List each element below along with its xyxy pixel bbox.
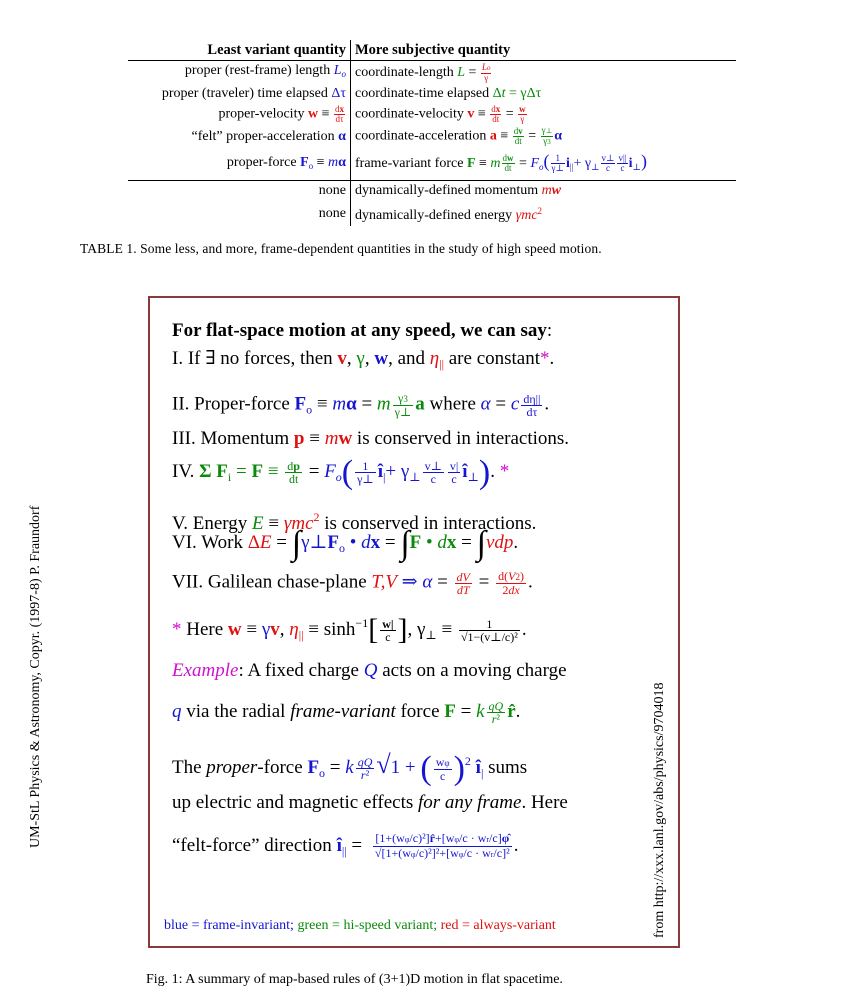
- row-right-label: coordinate-acceleration: [355, 128, 487, 144]
- footnote-definitions: * Here w ≡ γv, $\eta_{||} \equiv \sinh^{-1}$[ $\frac{w|}{c}$ ], $\gamma_\perp$ ≡ $\frac{1}{\text{√1−(v⊥/c)²}}$ .: [172, 613, 527, 646]
- table-row: “felt” proper-acceleration α coordinate-acceleration a ≡ $\frac{dv}{dt}$ = $\frac{\gamma\perp}{\gamma 3}$ α: [128, 125, 736, 148]
- table-row: proper-force $F_o \equiv m\alpha$ frame-variant force F ≡ m $\frac{dw}{dt}$ = $F_o$( $\frac{1}{\gamma\perp}$ $i_{||}+ \gamma_\perp$ $\frac{v\perp}{c}$ $\frac{v||}{c}$ $i_\perp$): [128, 148, 736, 181]
- row-right-label: coordinate-length: [355, 64, 454, 80]
- header-left: Least variant quantity: [128, 40, 351, 61]
- row-right-label: coordinate-velocity: [355, 106, 464, 122]
- copyright-sidebar: UM-StL Physics & Astronomy, Copyr. (1997-8) P. Fraundorf: [28, 505, 43, 848]
- example-line-1: Example: A fixed charge Q acts on a moving charge: [172, 660, 567, 681]
- rule-3: III. Momentum p ≡ mw is conserved in interactions.: [172, 428, 570, 449]
- legend-blue: blue = frame-invariant;: [164, 918, 294, 933]
- summary-figure: [148, 296, 680, 948]
- row-left-label: “felt” proper-acceleration: [191, 128, 335, 144]
- table-row: none dynamically-defined energy γmc$^2$: [128, 201, 736, 226]
- table-row: none dynamically-defined momentum mw: [128, 181, 736, 202]
- row-left-label: none: [128, 181, 351, 202]
- quantities-table: [128, 40, 736, 226]
- table-row: proper (traveler) time elapsed Δτ coordinate-time elapsed Δt = γΔτ: [128, 84, 736, 104]
- felt-force-line: “felt-force” direction $î_{||}$ = $\frac{\text{[1+(wφ/c)²]r̂+[wφ/c · wr/c]φ̂}}{\text{√[1+(wφ/c)²]²+[wφ/c · wr/c]²}}$ .: [172, 831, 519, 860]
- source-url: from http://xxx.lanl.gov/abs/physics/9704018: [652, 682, 667, 938]
- row-left-label: proper-force: [226, 154, 297, 170]
- row-right-label: frame-variant force: [355, 156, 464, 171]
- figure-heading: For flat-space motion at any speed, we can say:: [172, 320, 553, 341]
- rule-6: VI. Work $\Delta E = \int\gamma\perp F_o$ • dx = ∫F • dx = ∫vdp.: [172, 525, 519, 562]
- legend-green: green = hi-speed variant;: [297, 918, 438, 933]
- row-right-label: dynamically-defined momentum: [355, 183, 539, 198]
- header-right: More subjective quantity: [351, 40, 737, 61]
- row-left-label: none: [128, 201, 351, 226]
- rule-4: IV. Σ $F_i = F$ ≡ $\frac{dp}{dt}$ = $F_o$( $\frac{1}{\gamma\perp}$ $î_|+ \gamma_\perp$ $\frac{v\perp}{c}$ $\frac{v|}{c}$ $î_\perp$). *: [172, 453, 510, 491]
- table-row: proper (rest-frame) length $L_o$ coordinate-length L = $\frac{Lo}{\gamma}$: [128, 61, 736, 85]
- rule-7: VII. Galilean chase-plane T,V ⇒ α = $\frac{dV}{dT}$ = $\frac{d(V2)}{2dx}$ .: [172, 569, 533, 597]
- row-right-label: coordinate-time elapsed: [355, 86, 490, 101]
- row-right-label: dynamically-defined energy: [355, 208, 513, 223]
- row-left-label: proper (rest-frame) length: [184, 63, 331, 78]
- figure-caption: Fig. 1: A summary of map-based rules of (3+1)D motion in flat spacetime.: [146, 972, 563, 987]
- rule-1: I. If ∃ no forces, then v, γ, w, and $\eta_{||}$ are constant*.: [172, 348, 555, 371]
- legend-red: red = always-variant: [440, 918, 556, 933]
- row-left-label: proper-velocity: [218, 106, 305, 122]
- example-line-2: q via the radial frame-variant force F = k $\frac{qQ}{\text{r²}}$ r̂.: [172, 699, 521, 726]
- color-legend: [164, 918, 556, 934]
- up-line: up electric and magnetic effects for any frame. Here: [172, 792, 568, 813]
- row-left-label: proper (traveler) time elapsed: [161, 86, 328, 101]
- proper-force-line: The proper-force $F_o = k$ $\frac{qQ}{\text{r²}}$ √1 + ( $\frac{w\varphi}{c}$ )$^2$ $î_|$ sums: [172, 750, 528, 787]
- rule-5: V. Energy E ≡ γmc$^2$ is conserved in interactions.: [172, 510, 537, 534]
- rule-2: II. Proper-force $F_o \equiv m\alpha = m$ $\frac{\gamma 3}{\gamma\perp}$ a where α = c $\frac{d\eta||}{d\tau}$ .: [172, 391, 550, 419]
- table-caption: TABLE 1. Some less, and more, frame-dependent quantities in the study of high speed motion.: [80, 241, 602, 256]
- table-row: proper-velocity w ≡ $\frac{dx}{d\tau}$ coordinate-velocity v ≡ $\frac{dx}{dt}$ = $\frac{w}{\gamma}$: [128, 104, 736, 125]
